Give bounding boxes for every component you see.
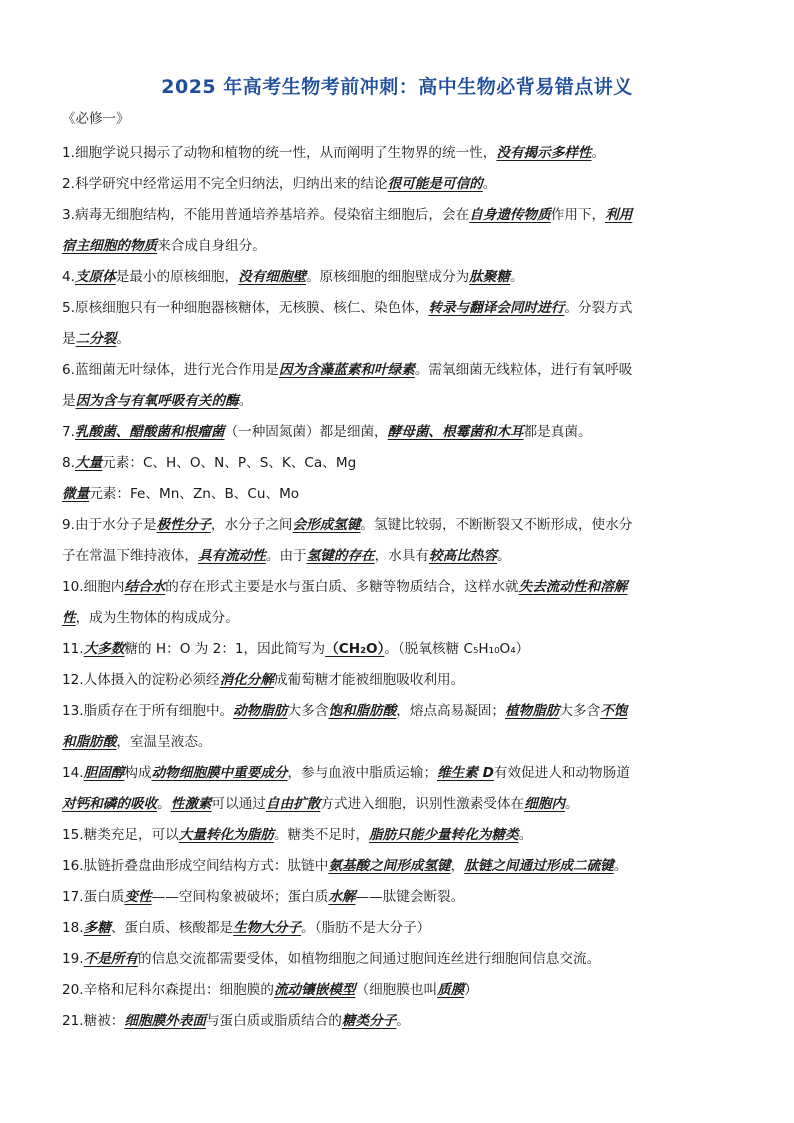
key-phrase: 糖类分子 (341, 1013, 397, 1029)
note-line (62, 665, 734, 696)
note-text: 糖的 H：O 为 2：1，因此简写为 (124, 641, 326, 657)
note-line (62, 696, 734, 727)
note-text: ——空间构象被破坏；蛋白质 (151, 889, 329, 905)
note-text: 9.由于水分子是 (62, 517, 157, 533)
note-line (62, 975, 734, 1006)
note-text: 。 (497, 548, 511, 564)
note-text: 17.蛋白质 (62, 889, 125, 905)
note-line (62, 541, 734, 572)
note-text: 。 (116, 331, 130, 347)
key-phrase: 宿主细胞的物质 (62, 238, 158, 254)
note-line (62, 293, 734, 324)
note-text: 构成 (124, 765, 152, 781)
note-text: 。（脂肪不是大分子） (301, 920, 431, 936)
note-text: 是 (62, 331, 76, 347)
note-line (62, 882, 734, 913)
key-phrase: 会形成氢键 (292, 517, 361, 533)
key-phrase: 变性 (124, 889, 152, 905)
note-text: 8. (62, 455, 75, 471)
key-phrase: 和脂肪酸 (62, 734, 117, 750)
note-line (62, 324, 734, 355)
key-phrase: 具有流动性 (197, 548, 266, 564)
note-text: 元素：C、H、O、N、P、S、K、Ca、Mg (102, 455, 357, 471)
key-phrase: 自由扩散 (265, 796, 321, 812)
note-text: ，参与血液中脂质运输； (287, 765, 438, 781)
note-line (62, 851, 734, 882)
key-phrase: 二分裂 (75, 331, 117, 347)
note-text: 2.科学研究中经常运用不完全归纳法，归纳出来的结论 (62, 176, 388, 192)
note-text: ，水具有 (374, 548, 430, 564)
key-phrase: 水解 (328, 889, 356, 905)
note-text: 是最小的原核细胞， (115, 269, 239, 285)
note-text: 都是真菌。 (523, 424, 592, 440)
key-phrase: 流动镶嵌模型 (273, 982, 356, 998)
key-phrase: 饱和脂肪酸 (328, 703, 397, 719)
key-phrase: 很可能是可信的 (387, 176, 483, 192)
note-text: 。 (509, 269, 524, 285)
note-text: 的存在形式主要是水与蛋白质、多糖等物质结合，这样水就 (165, 579, 519, 595)
key-phrase: 肽链之间通过形成二硫键 (464, 858, 614, 874)
note-text: 。需氧细菌无线粒体，进行有氧呼吸 (414, 362, 633, 378)
note-text: 。氢键比较弱，不断断裂又不断形成，使水分 (360, 517, 633, 533)
note-text: 可以通过 (211, 796, 266, 812)
note-text: （一种固氮菌）都是细菌， (224, 424, 388, 440)
note-text: 大多含 (559, 703, 601, 719)
note-text: 、蛋白质、核酸都是 (110, 920, 234, 936)
key-phrase: 性 (62, 610, 76, 626)
section-heading: 《必修一》 (62, 111, 130, 127)
note-line (62, 510, 734, 541)
note-text: ，成为生物体的构成成分。 (75, 610, 239, 626)
note-line (62, 603, 734, 634)
note-line (62, 169, 734, 200)
key-phrase: 生物大分子 (233, 920, 302, 936)
formula: （CH₂O） (325, 641, 385, 657)
key-phrase: 酵母菌、根霉菌和木耳 (387, 424, 524, 440)
note-text: 是 (62, 393, 76, 409)
key-phrase: 消化分解 (219, 672, 274, 688)
note-line (62, 634, 734, 665)
key-phrase: 不饱 (600, 703, 628, 719)
key-phrase: 质膜 (437, 982, 465, 998)
note-text: 16.肽链折叠盘曲形成空间结构方式：肽链中 (62, 858, 329, 874)
key-phrase: 细胞内 (524, 796, 565, 812)
key-phrase: 极性分子 (156, 517, 211, 533)
note-text: ，水分子之间 (210, 517, 293, 533)
note-text: 与蛋白质或脂质结合的 (205, 1013, 342, 1029)
key-phrase: 维生素 D (437, 765, 494, 781)
note-line (62, 479, 734, 510)
note-line (62, 448, 734, 479)
note-text: （细胞膜也叫 (355, 982, 438, 998)
key-phrase: 没有细胞壁 (238, 269, 307, 285)
key-phrase: 氨基酸之间形成氢键 (328, 858, 451, 874)
note-line (62, 386, 734, 417)
note-text: 来合成自身组分。 (157, 238, 266, 254)
note-text: 成葡萄糖才能被细胞吸收利用。 (273, 672, 465, 688)
note-text: 方式进入细胞，识别性激素受体在 (320, 796, 525, 812)
note-text: 6.蓝细菌无叶绿体，进行光合作用是 (62, 362, 279, 378)
note-text: 。糖类不足时， (273, 827, 370, 843)
note-text: 3.病毒无细胞结构，不能用普通培养基培养。侵染宿主细胞后，会在 (62, 207, 470, 223)
key-phrase: 动物脂肪 (233, 703, 288, 719)
key-phrase: 因为含与有氧呼吸有关的酶 (75, 393, 239, 409)
note-text: 子在常温下维持液体， (62, 548, 198, 564)
note-text: 。（脱氧核糖 C₅H₁₀O₄） (384, 641, 530, 657)
note-text: 19. (62, 951, 84, 967)
note-text: 13.脂质存在于所有细胞中。 (62, 703, 234, 719)
note-text: 14. (62, 765, 84, 781)
key-phrase: 结合水 (124, 579, 166, 595)
key-phrase: 肽聚糖 (469, 269, 510, 285)
note-text: ——肽键会断裂。 (355, 889, 465, 905)
note-line (62, 789, 734, 820)
note-text: 7. (62, 424, 75, 440)
key-phrase: 较高比热容 (429, 548, 497, 564)
notes-list (62, 138, 734, 1037)
note-text: 5.原核细胞只有一种细胞器核糖体，无核膜、核仁、染色体， (62, 300, 429, 316)
key-phrase: 失去流动性和溶解 (518, 579, 628, 595)
key-phrase: 动物细胞膜中重要成分 (151, 765, 288, 781)
key-phrase: 大量转化为脂肪 (178, 827, 274, 843)
note-text: 10.细胞内 (62, 579, 125, 595)
note-text: ，熔点高易凝固； (396, 703, 506, 719)
note-line (62, 231, 734, 262)
key-phrase: 自身遗传物质 (469, 207, 551, 223)
note-text: ，室温呈液态。 (116, 734, 212, 750)
note-line (62, 1006, 734, 1037)
note-line (62, 138, 734, 169)
note-text: 作用下， (550, 207, 606, 223)
key-phrase: 氢键的存在 (306, 548, 375, 564)
note-text: 。 (482, 176, 497, 192)
note-text: 。 (157, 796, 171, 812)
note-line (62, 820, 734, 851)
note-text: ） (464, 982, 478, 998)
note-text: ， (450, 858, 465, 874)
key-phrase: 脂肪只能少量转化为糖类 (369, 827, 519, 843)
note-text: 的信息交流都需要受体，如植物细胞之间通过胞间连丝进行细胞间信息交流。 (138, 951, 601, 967)
key-phrase: 微量 (62, 486, 90, 502)
note-text: 。 (564, 796, 579, 812)
key-phrase: 性激素 (170, 796, 212, 812)
note-text: 12.人体摄入的淀粉必须经 (62, 672, 220, 688)
note-text: 元素：Fe、Mn、Zn、B、Cu、Mo (89, 486, 300, 502)
key-phrase: 对钙和磷的吸收 (62, 796, 158, 812)
note-text: 。由于 (265, 548, 307, 564)
note-line (62, 355, 734, 386)
note-text: 20.辛格和尼科尔森提出：细胞膜的 (62, 982, 274, 998)
key-phrase: 因为含藻蓝素和叶绿素 (278, 362, 415, 378)
note-text: 。 (613, 858, 628, 874)
key-phrase: 大多数 (83, 641, 125, 657)
note-text: 1.细胞学说只揭示了动物和植物的统一性，从而阐明了生物界的统一性， (62, 145, 497, 161)
note-line (62, 262, 734, 293)
note-text: 11. (62, 641, 84, 657)
note-line (62, 758, 734, 789)
note-text: 。 (591, 145, 606, 161)
key-phrase: 多糖 (83, 920, 111, 936)
note-text: 。原核细胞的细胞壁成分为 (306, 269, 470, 285)
note-text: 。 (238, 393, 253, 409)
document-title: 2025 年高考生物考前冲刺：高中生物必背易错点讲义 (161, 76, 633, 98)
note-text: 15.糖类充足，可以 (62, 827, 179, 843)
note-line (62, 200, 734, 231)
note-line (62, 913, 734, 944)
note-text: 有效促进人和动物肠道 (493, 765, 630, 781)
note-text: 4. (62, 269, 75, 285)
note-text: 。分裂方式 (564, 300, 633, 316)
key-phrase: 乳酸菌、醋酸菌和根瘤菌 (74, 424, 225, 440)
key-phrase: 细胞膜外表面 (124, 1013, 206, 1029)
note-text: 21.糖被： (62, 1013, 125, 1029)
key-phrase: 植物脂肪 (505, 703, 560, 719)
note-line (62, 944, 734, 975)
key-phrase: 没有揭示多样性 (496, 145, 592, 161)
key-phrase: 胆固醇 (83, 765, 125, 781)
key-phrase: 支原体 (74, 269, 116, 285)
note-line (62, 727, 734, 758)
note-text: 。 (396, 1013, 410, 1029)
note-line (62, 417, 734, 448)
note-text: 。 (518, 827, 533, 843)
note-text: 18. (62, 920, 84, 936)
note-line (62, 572, 734, 603)
key-phrase: 大量 (74, 455, 103, 471)
key-phrase: 转录与翻译会同时进行 (428, 300, 565, 316)
note-text: 大多含 (287, 703, 329, 719)
key-phrase: 利用 (605, 207, 633, 223)
key-phrase: 不是所有 (83, 951, 138, 967)
